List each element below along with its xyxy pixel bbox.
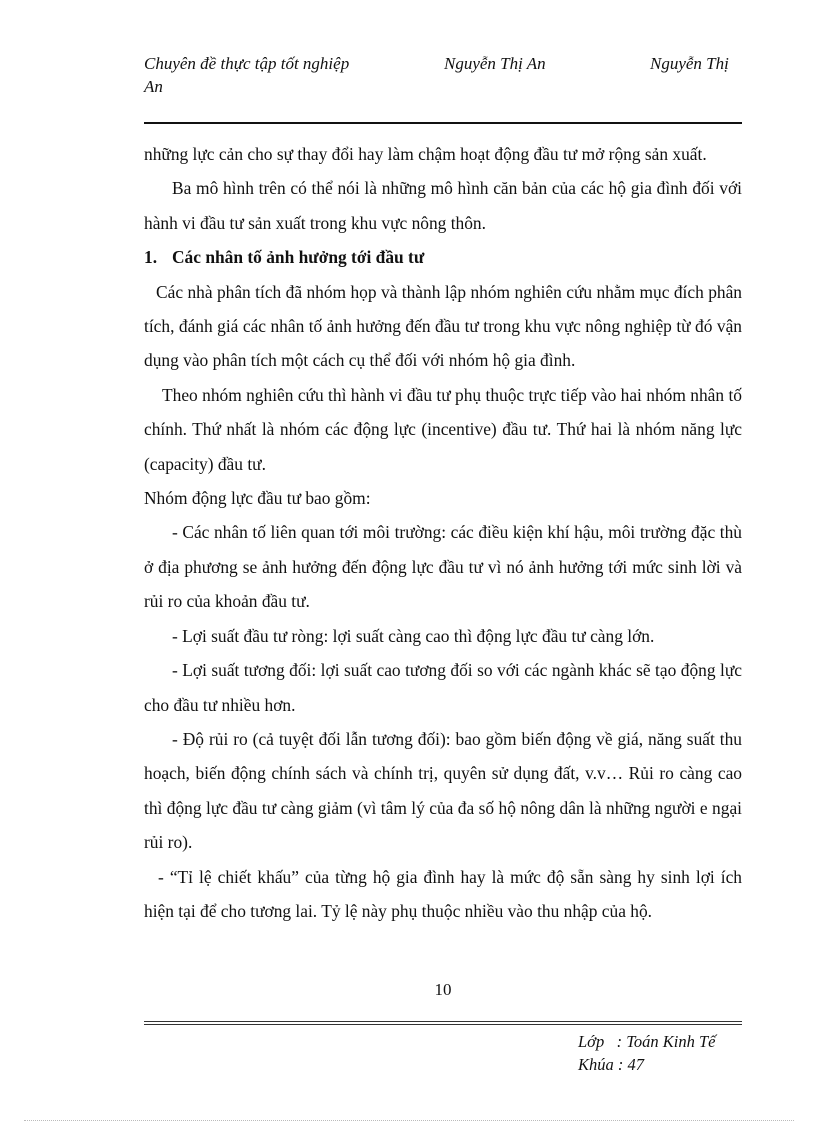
bullet-net-return: - Lợi suất đầu tư ròng: lợi suất càng cao thì động lực đầu tư càng lớn. xyxy=(172,625,655,646)
bullet-environment: - Các nhân tố liên quan tới môi trường: các điều kiện khí hậu, môi trường đặc thù ở địa phương se ảnh hưởng đến động lực đầu tư vì nó ảnh hưởng tới mức sinh lời và rủi ro của khoản đầu tư. xyxy=(144,522,742,612)
header-author-name-wrap: An xyxy=(144,77,163,96)
bullet-discount-rate: - “Tỉ lệ chiết khấu” của từng hộ gia đình hay là mức độ sẵn sàng hy sinh lợi ích hiện tại để cho tương lai. Tỷ lệ này phụ thuộc nhiều vào thu nhập của hộ. xyxy=(144,866,742,921)
bullet-risk: - Độ rủi ro (cả tuyệt đối lẫn tương đối): bao gồm biến động về giá, năng suất thu hoạch, biến động chính sách và chính trị, quyên sử dụng đất, v.v… Rủi ro càng cao thì động lực đầu tư càng giảm (vì tâm lý của đa số hộ nông dân là những người e ngại rủi ro). xyxy=(144,728,742,853)
paragraph-research-group: Theo nhóm nghiên cứu thì hành vi đầu tư phụ thuộc trực tiếp vào hai nhóm nhân tố chính. Thứ nhất là nhóm các động lực (incentive) đầu tư. Thứ hai là nhóm năng lực (capacity) đầu tư. xyxy=(144,384,742,474)
header-thesis-title: Chuyên đề thực tập tốt nghiệp xyxy=(144,54,350,73)
footer-class: Lớp : Toán Kinh Tế xyxy=(578,1032,716,1051)
header-author-name: Nguyễn Thị An xyxy=(444,54,546,73)
section-number: 1. xyxy=(144,247,158,268)
footer-cohort: Khúa : 47 xyxy=(578,1055,644,1074)
footer-rule-bottom xyxy=(144,1024,742,1025)
page-header xyxy=(144,50,744,96)
paragraph-incentive-group: Nhóm động lực đầu tư bao gồm: xyxy=(144,488,371,509)
header-rule xyxy=(144,122,742,124)
page-number: 10 xyxy=(434,980,452,999)
paragraph-continuation: những lực cản cho sự thay đổi hay làm chậm hoạt động đầu tư mở rộng sản xuất. xyxy=(144,144,707,164)
paragraph-analysts: Các nhà phân tích đã nhóm họp và thành lập nhóm nghiên cứu nhằm mục đích phân tích, đánh giá các nhân tố ảnh hưởng đến đầu tư trong khu vực nông nghiệp từ đó vận dụng vào phân tích một cách cụ thể đối với nhóm hộ gia đình. xyxy=(144,281,742,371)
section-heading xyxy=(144,240,742,274)
section-title: Các nhân tố ảnh hưởng tới đầu tư xyxy=(172,247,425,268)
document-body xyxy=(144,137,742,928)
footer-rule-top xyxy=(144,1021,742,1022)
paragraph-models: Ba mô hình trên có thể nói là những mô hình căn bản của các hộ gia đình đối với hành vi đầu tư sản xuất trong khu vực nông thôn. xyxy=(144,178,742,233)
header-author-name-repeat: Nguyễn Thị xyxy=(650,54,729,73)
page-bottom-dotted-edge xyxy=(24,1120,794,1121)
page-footer xyxy=(578,1030,715,1076)
bullet-relative-return: - Lợi suất tương đối: lợi suất cao tương đối so với các ngành khác sẽ tạo động lực cho đầu tư nhiều hơn. xyxy=(144,660,742,715)
